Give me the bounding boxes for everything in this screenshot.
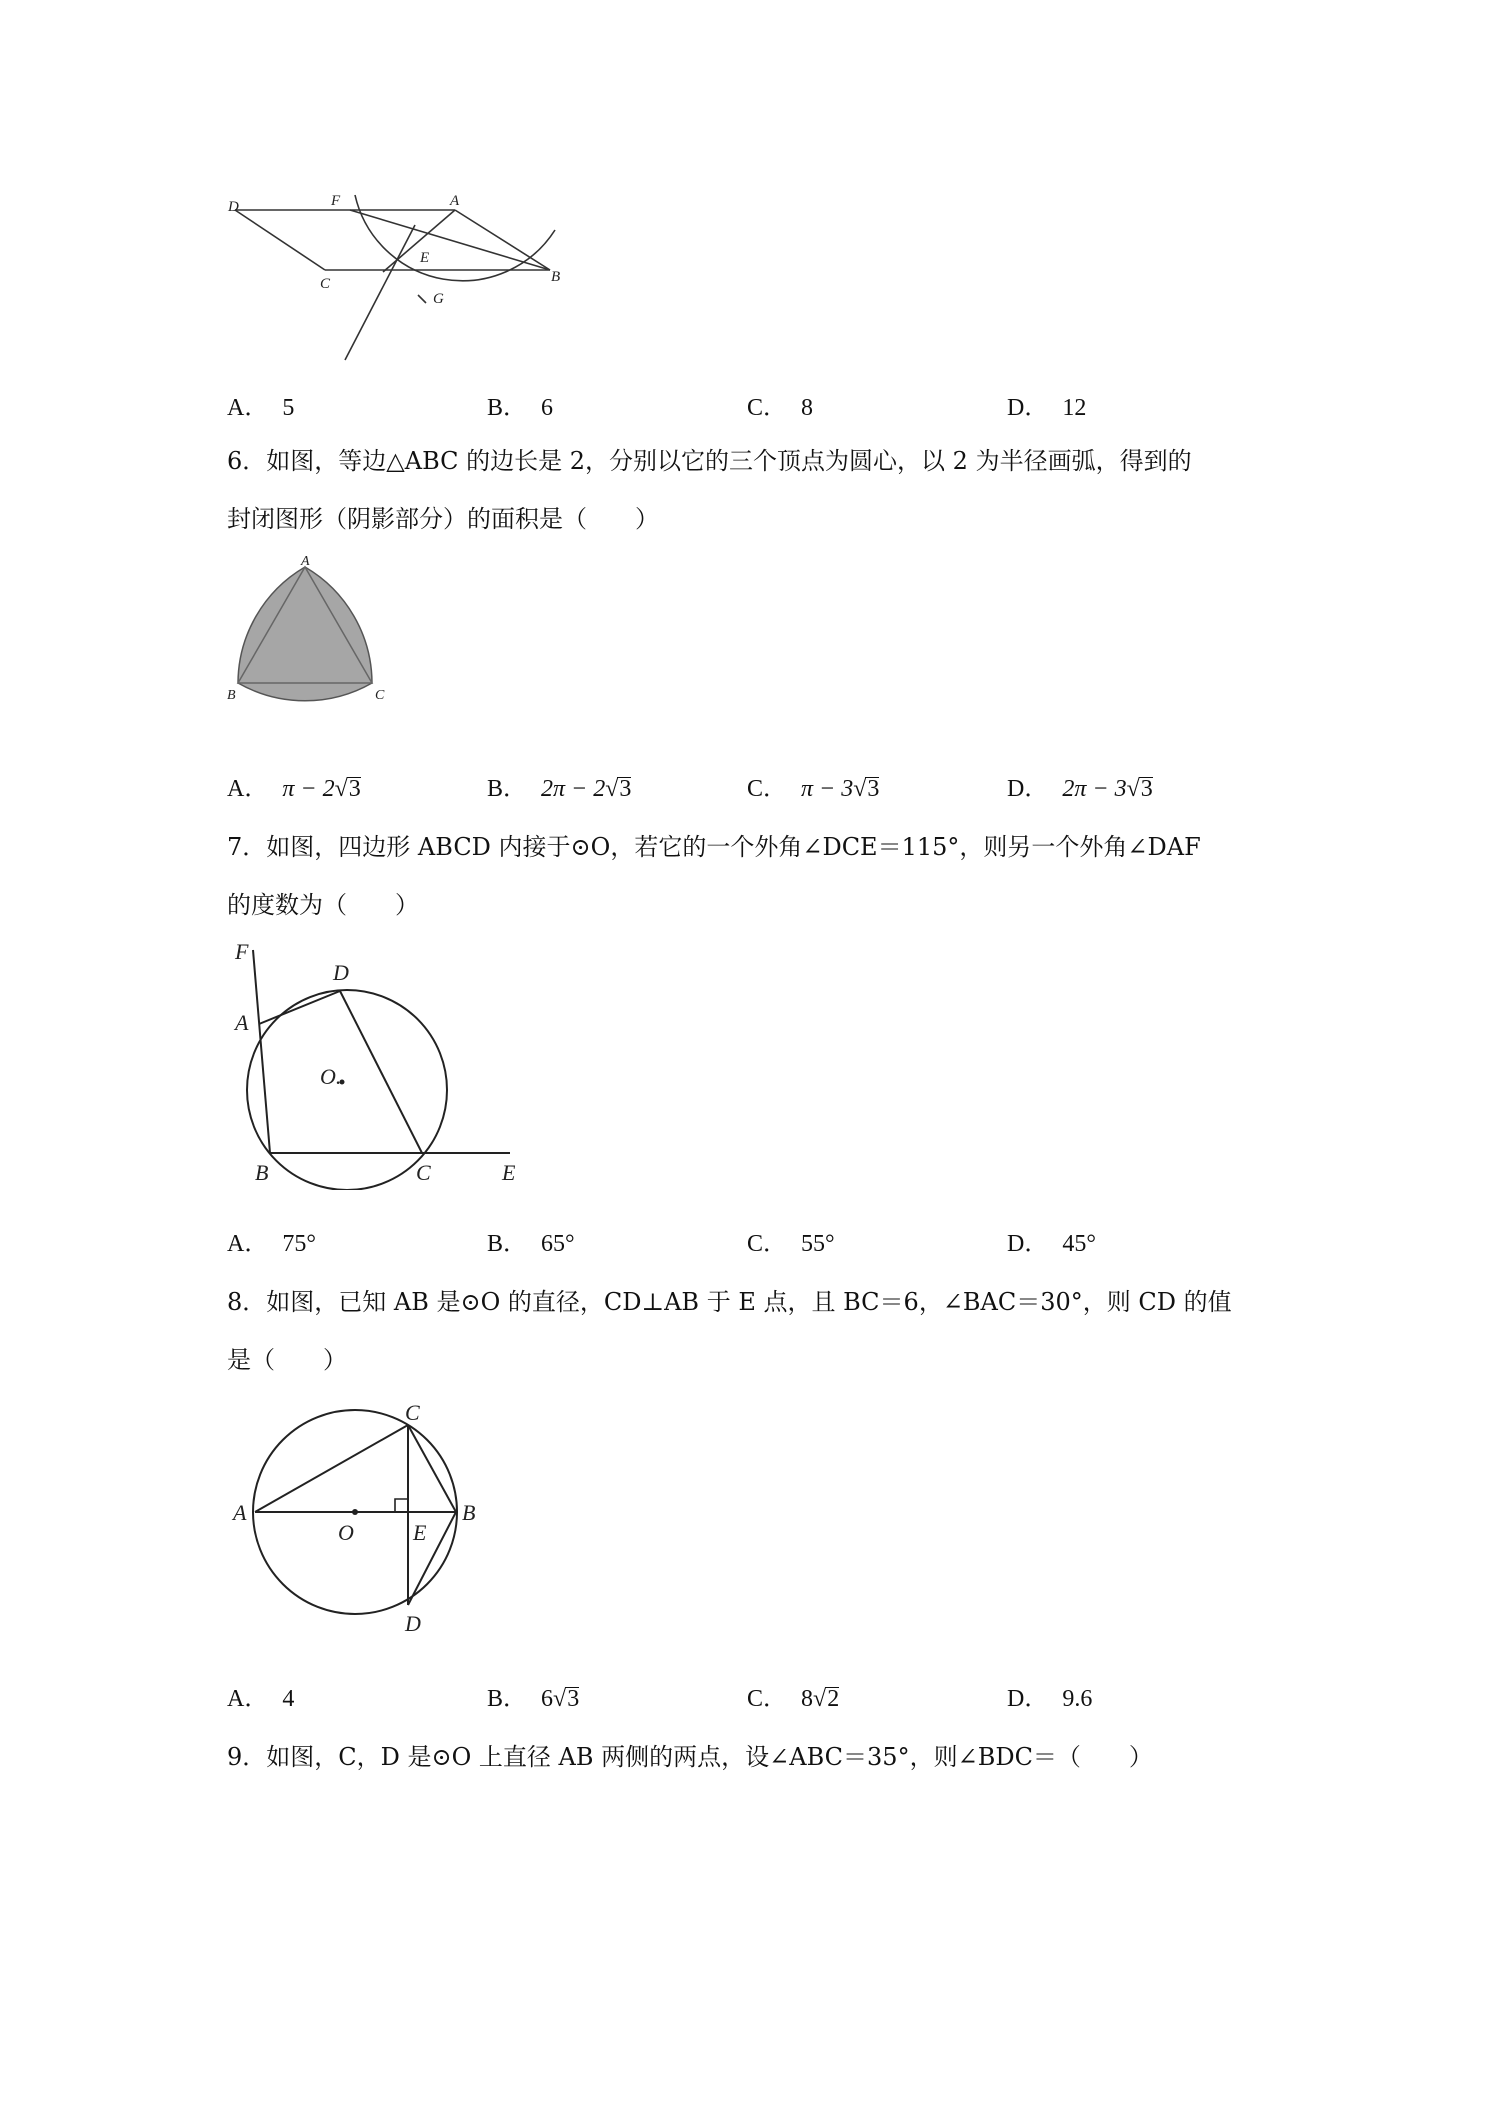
label-E: E <box>502 1160 516 1185</box>
q6-option-c[interactable]: C． π − 3√3 <box>747 776 880 802</box>
label-C: C <box>320 276 331 292</box>
label-D: D <box>405 1611 421 1635</box>
label-B: B <box>551 269 561 285</box>
label-F: F <box>331 193 341 209</box>
q6-line1: 6．如图，等边△ABC 的边长是 2，分别以它的三个顶点为圆心，以 2 为半径画弧，得到的 <box>227 447 1192 475</box>
q8-line2: 是（ ） <box>227 1346 347 1374</box>
figure-q8 <box>225 1395 495 1635</box>
q7-option-c[interactable]: C． 55° <box>747 1231 835 1257</box>
label-O: O <box>338 1520 354 1545</box>
label-A: A <box>301 555 310 569</box>
q7-line1: 7．如图，四边形 ABCD 内接于⊙O，若它的一个外角∠DCE＝115°，则另一个外角∠DAF <box>227 833 1201 861</box>
q6-option-a[interactable]: A． π − 2√3 <box>227 776 361 802</box>
label-A: A <box>235 1010 249 1035</box>
q5-option-d[interactable]: D． 12 <box>1007 395 1087 421</box>
figure-q6 <box>225 555 405 715</box>
label-E: E <box>420 250 430 266</box>
figure-q5 <box>220 185 580 365</box>
q8-option-d[interactable]: D． 9.6 <box>1007 1686 1093 1712</box>
q7-option-d[interactable]: D． 45° <box>1007 1231 1096 1257</box>
q5-options <box>227 387 1267 427</box>
q8-stem <box>227 1273 1267 1389</box>
q7-option-b[interactable]: B． 65° <box>487 1231 575 1257</box>
label-C: C <box>375 688 385 703</box>
label-E: E <box>413 1520 427 1545</box>
q9-stem <box>227 1728 1267 1786</box>
label-D: D <box>228 199 239 215</box>
label-B: B <box>462 1500 476 1525</box>
q8-option-b[interactable]: B． 6√3 <box>487 1686 580 1712</box>
q8-option-c[interactable]: C． 8√2 <box>747 1686 840 1712</box>
q5-option-b[interactable]: B． 6 <box>487 395 554 421</box>
q8-line1: 8．如图，已知 AB 是⊙O 的直径，CD⊥AB 于 E 点，且 BC＝6，∠BAC＝30°，则 CD 的值 <box>227 1288 1232 1316</box>
label-A: A <box>233 1500 247 1525</box>
q6-option-b[interactable]: B． 2π − 2√3 <box>487 776 632 802</box>
q6-line2: 封闭图形（阴影部分）的面积是（ ） <box>227 505 659 533</box>
label-G: G <box>433 291 444 307</box>
q5-option-a[interactable]: A． 5 <box>227 395 295 421</box>
q8-options <box>227 1678 1267 1718</box>
q9-line1: 9．如图，C，D 是⊙O 上直径 AB 两侧的两点，设∠ABC＝35°，则∠BDC＝（ ） <box>227 1743 1153 1771</box>
label-D: D <box>333 960 349 985</box>
label-F: F <box>235 940 249 964</box>
q7-option-a[interactable]: A． 75° <box>227 1231 316 1257</box>
q6-options <box>227 768 1267 808</box>
q8-option-a[interactable]: A． 4 <box>227 1686 295 1712</box>
q6-stem <box>227 432 1267 548</box>
q6-option-d[interactable]: D． 2π − 3√3 <box>1007 776 1153 802</box>
label-B: B <box>255 1160 269 1185</box>
figure-q7 <box>225 940 535 1190</box>
q7-line2: 的度数为（ ） <box>227 891 419 919</box>
label-C: C <box>416 1160 431 1185</box>
label-B: B <box>227 688 236 703</box>
label-A: A <box>450 193 460 209</box>
label-O: O. <box>320 1064 342 1089</box>
label-C: C <box>405 1400 420 1425</box>
q7-stem <box>227 818 1267 934</box>
q7-options <box>227 1223 1267 1263</box>
q5-option-c[interactable]: C． 8 <box>747 395 814 421</box>
